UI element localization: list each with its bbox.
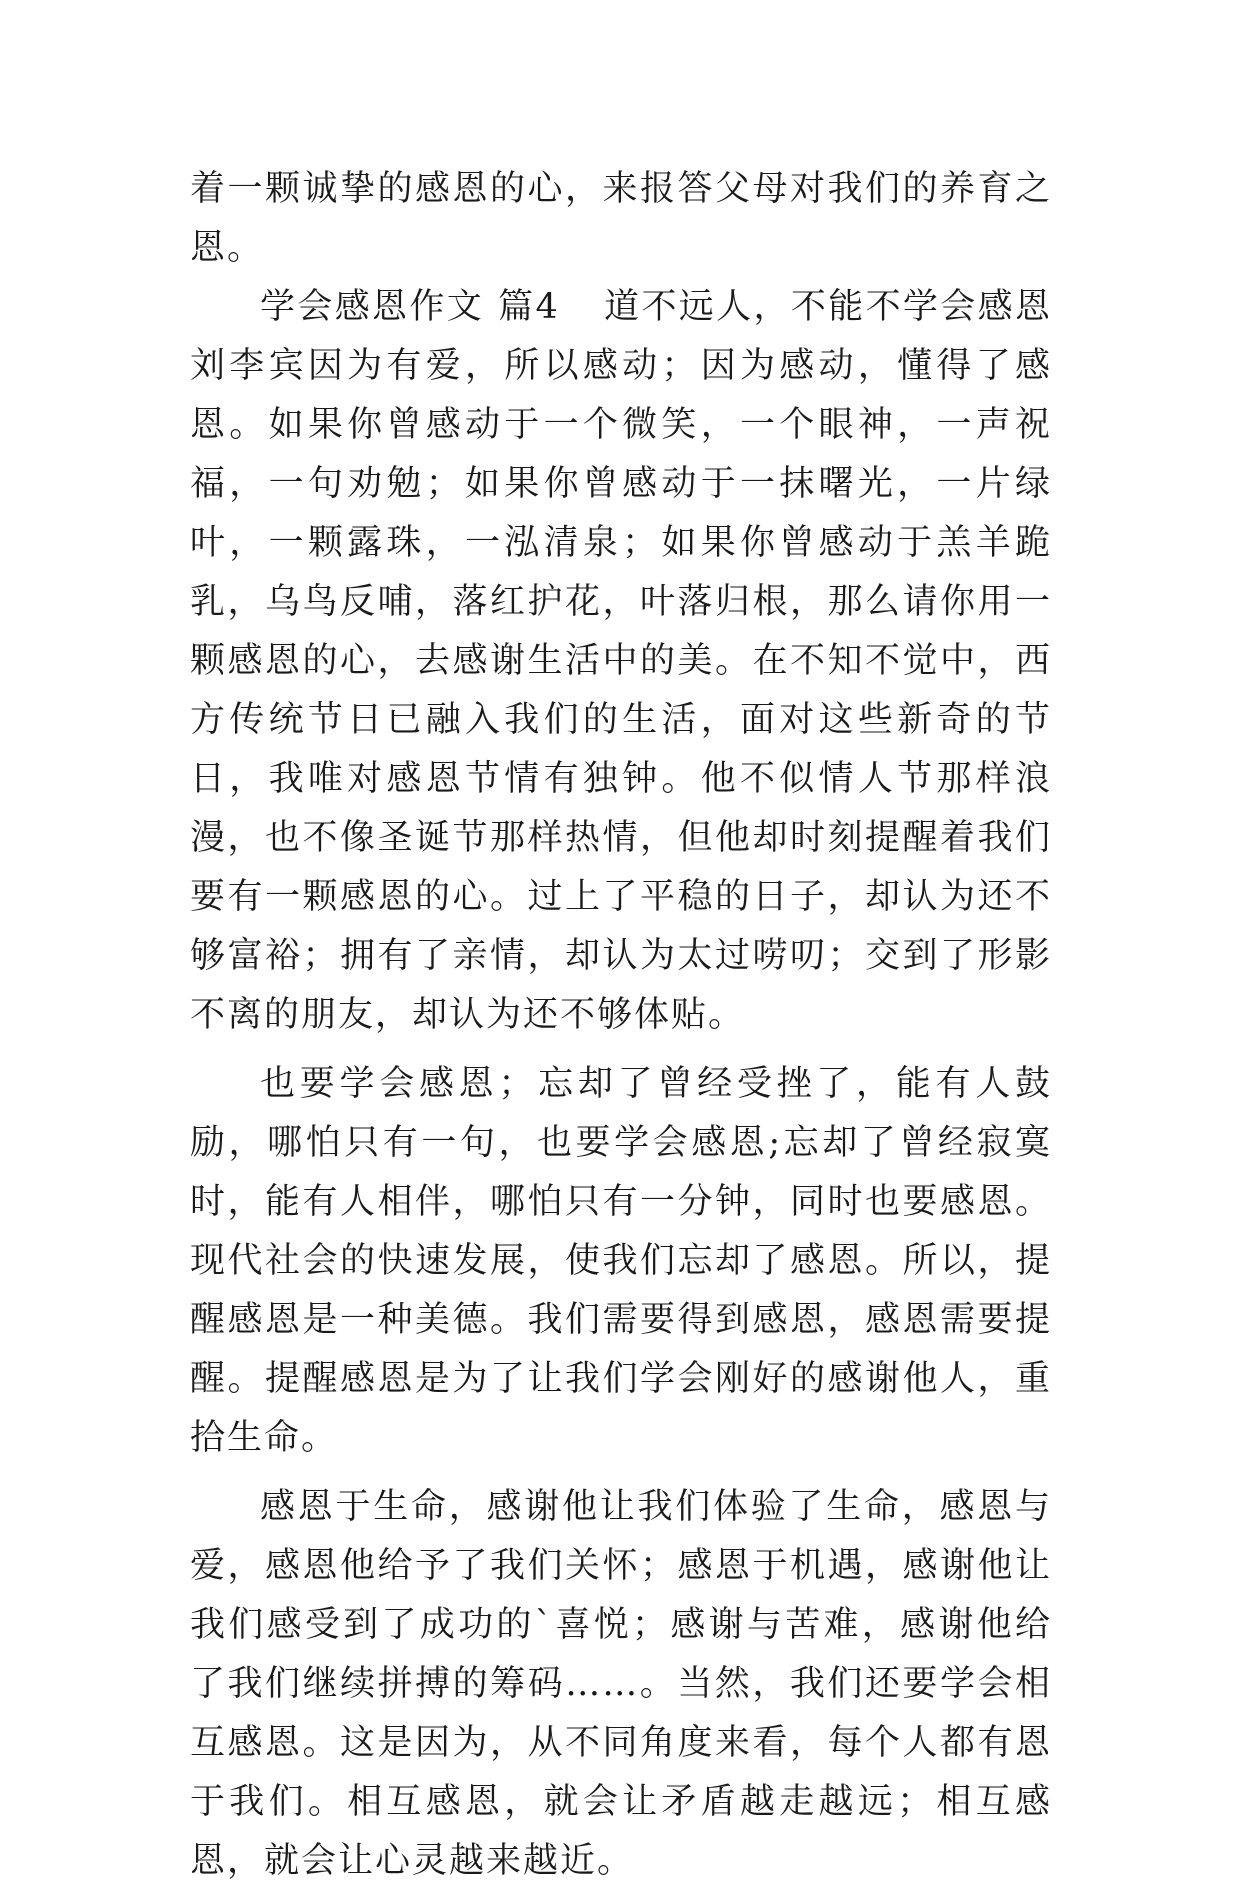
paragraph-2-body: 道不远人，不能不学会感恩刘李宾因为有爱，所以感动；因为感动，懂得了感恩。如果你曾感动于一个微笑，一个眼神，一声祝福，一句劝勉；如果你曾感动于一抹曙光，一片绿叶，一颗露珠，一泓清泉；如果你曾感动于羔羊跪乳，乌鸟反哺，落红护花，叶落归根，那么请你用一颗感恩的心，去感谢生活中的美。在不知不觉中，西方传统节日已融入我们的生活，面对这些新奇的节日，我唯对感恩节情有独钟。他不似情人节那样浪漫，也不像圣诞节那样热情，但他却时刻提醒着我们要有一颗感恩的心。过上了平稳的日子，却认为还不够富裕；拥有了亲情，却认为太过唠叨；交到了形影不离的朋友，却认为还不够体贴。 xyxy=(190,287,1052,1035)
essay-title: 学会感恩作文 xyxy=(260,287,485,327)
paragraph-1: 着一颗诚挚的感恩的心，来报答父母对我们的养育之恩。 xyxy=(190,169,1052,268)
paragraph-2 xyxy=(190,278,1052,1045)
paragraph-4: 感恩于生命，感谢他让我们体验了生命，感恩与爱，感恩他给予了我们关怀；感恩于机遇，感谢他让我们感受到了成功的`喜悦；感谢与苦难，感谢他给了我们继续拼搏的筹码……。当然，我们还要学会相互感恩。这是因为，从不同角度来看，每个人都有恩于我们。相互感恩，就会让矛盾越走越远；相互感恩，就会让心灵越来越近。 xyxy=(190,1487,1052,1881)
essay-section-number: 篇4 xyxy=(498,287,560,327)
document-body xyxy=(190,160,1052,1891)
paragraph-3: 也要学会感恩；忘却了曾经受挫了，能有人鼓励，哪怕只有一句，也要学会感恩;忘却了曾经寂寞时，能有人相伴，哪怕只有一分钟，同时也要感恩。现代社会的快速发展，使我们忘却了感恩。所以，提醒感恩是一种美德。我们需要得到感恩，感恩需要提醒。提醒感恩是为了让我们学会刚好的感谢他人，重拾生命。 xyxy=(190,1064,1052,1458)
